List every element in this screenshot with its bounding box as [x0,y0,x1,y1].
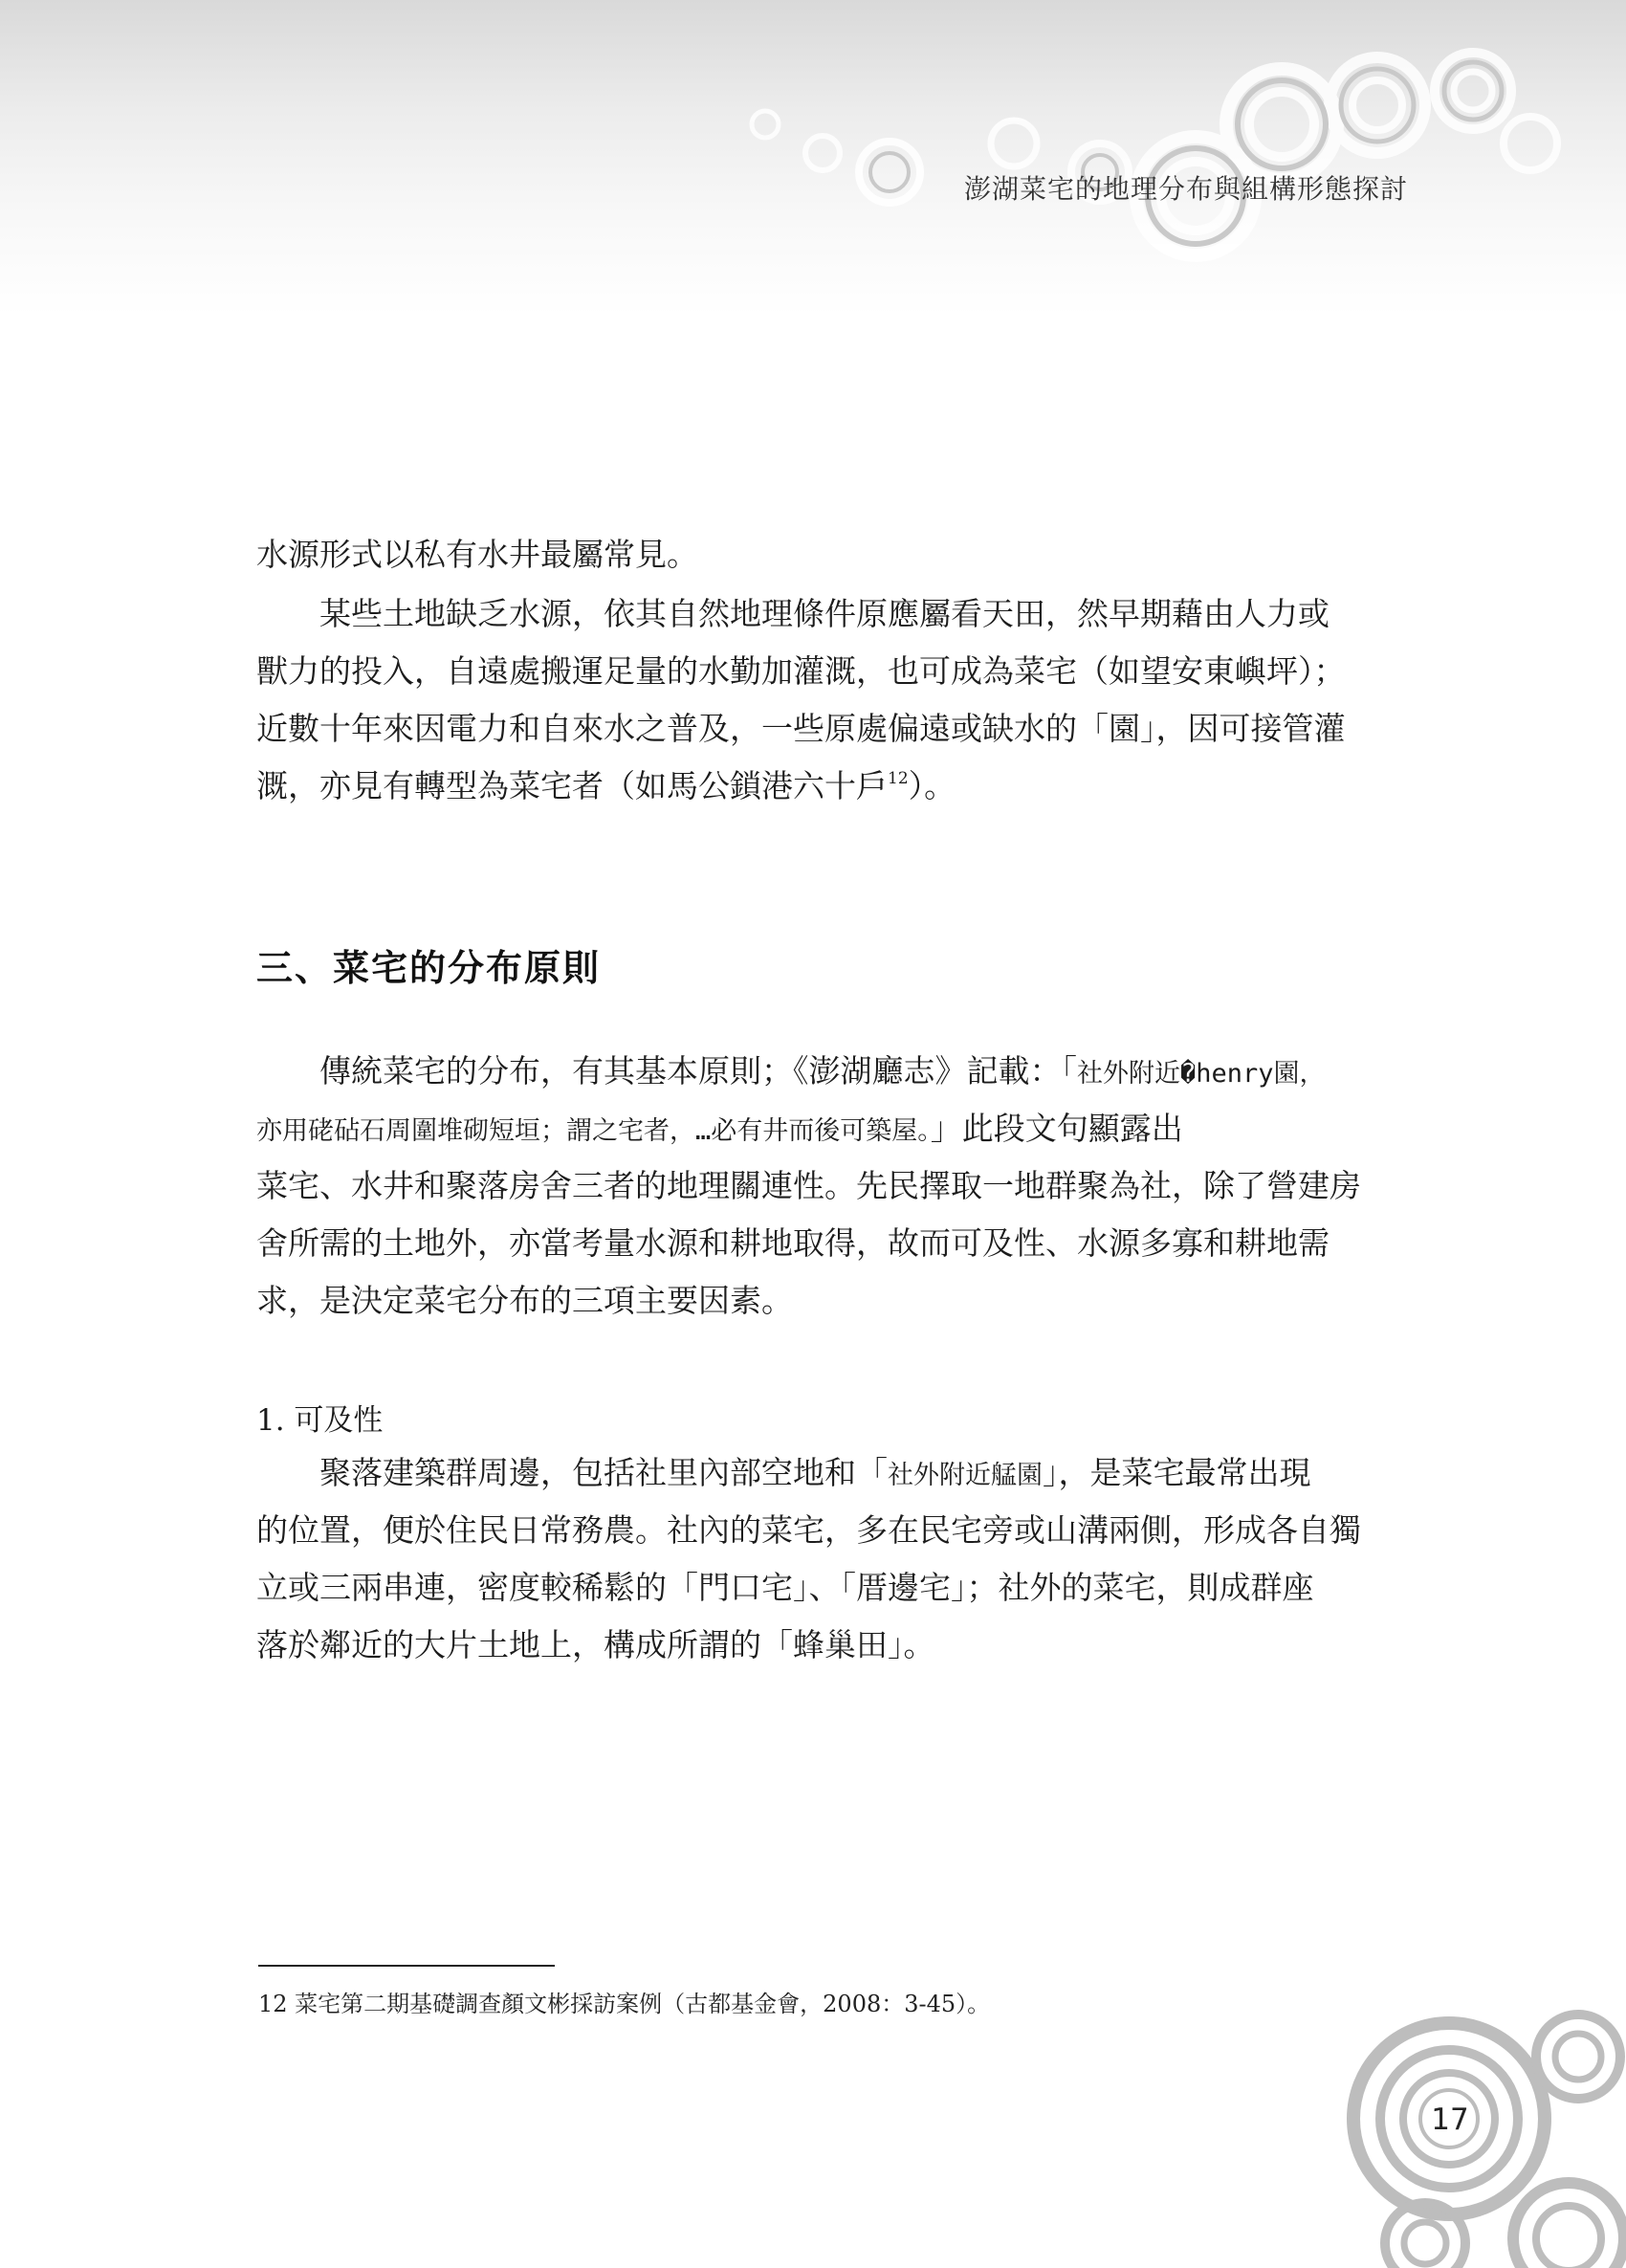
body-text: 溉，亦見有轉型為菜宅者（如馬公鎖港六十戶 [256,767,888,804]
body-line [256,767,956,805]
body-line: 獸力的投入，自遠處搬運足量的水勤加灌溉，也可成為菜宅（如望安東嶼坪）； [256,652,1346,690]
quotation-text: 亦用硓砧石周圍堆砌短垣；謂之宅者，…必有井而後可築屋。 [256,1116,931,1146]
body-line [319,1052,1326,1093]
body-text: 」此段文句顯露出 [930,1110,1183,1147]
footnote-rule [258,1965,555,1967]
body-text: 」，是菜宅最常出現 [1043,1454,1311,1491]
body-line: 近數十年來因電力和自來水之普及，一些原處偏遠或缺水的「園」，因可接管灌 [256,710,1346,747]
section-heading: 三、菜宅的分布原則 [256,947,602,989]
page-number: 17 [1431,2103,1469,2137]
subheading: 1. 可及性 [256,1403,384,1438]
body-line: 舍所需的土地外，亦當考量水源和耕地取得，故而可及性、水源多寡和耕地需 [256,1224,1329,1262]
body-text: 傳統菜宅的分布，有其基本原則；《澎湖廳志》記載：「 [319,1052,1077,1090]
body-line: 菜宅、水井和聚落房舍三者的地理關連性。先民擇取一地群聚為社，除了營建房 [256,1167,1361,1204]
body-line: 立或三兩串連，密度較稀鬆的「門口宅」、「厝邊宅」；社外的菜宅，則成群座 [256,1569,1314,1606]
body-line: 求，是決定菜宅分布的三項主要因素。 [256,1282,793,1319]
quotation-text: 社外附近艋園 [888,1461,1043,1490]
footnote: 12 菜宅第二期基礎調查顏文彬採訪案例（古都基金會，2008：3-45）。 [258,1991,991,2017]
body-line: 落於鄰近的大片土地上，構成所謂的「蜂巢田」。 [256,1626,935,1663]
body-line: 的位置，便於住民日常務農。社內的菜宅，多在民宅旁或山溝兩側，形成各自獨 [256,1511,1361,1549]
body-text: ）。 [908,767,956,804]
quotation-text: 社外附近�henry園， [1077,1059,1326,1089]
body-text: 聚落建築群周邊，包括社里內部空地和「 [319,1454,888,1491]
body-line [256,1110,1183,1151]
body-line [319,1454,1311,1495]
body-line: 水源形式以私有水井最屬常見。 [256,536,698,573]
body-line: 某些土地缺乏水源，依其自然地理條件原應屬看天田，然早期藉由人力或 [319,595,1329,632]
running-header: 澎湖菜宅的地理分布與組構形態探討 [963,173,1408,205]
footnote-ref: 12 [888,769,909,788]
